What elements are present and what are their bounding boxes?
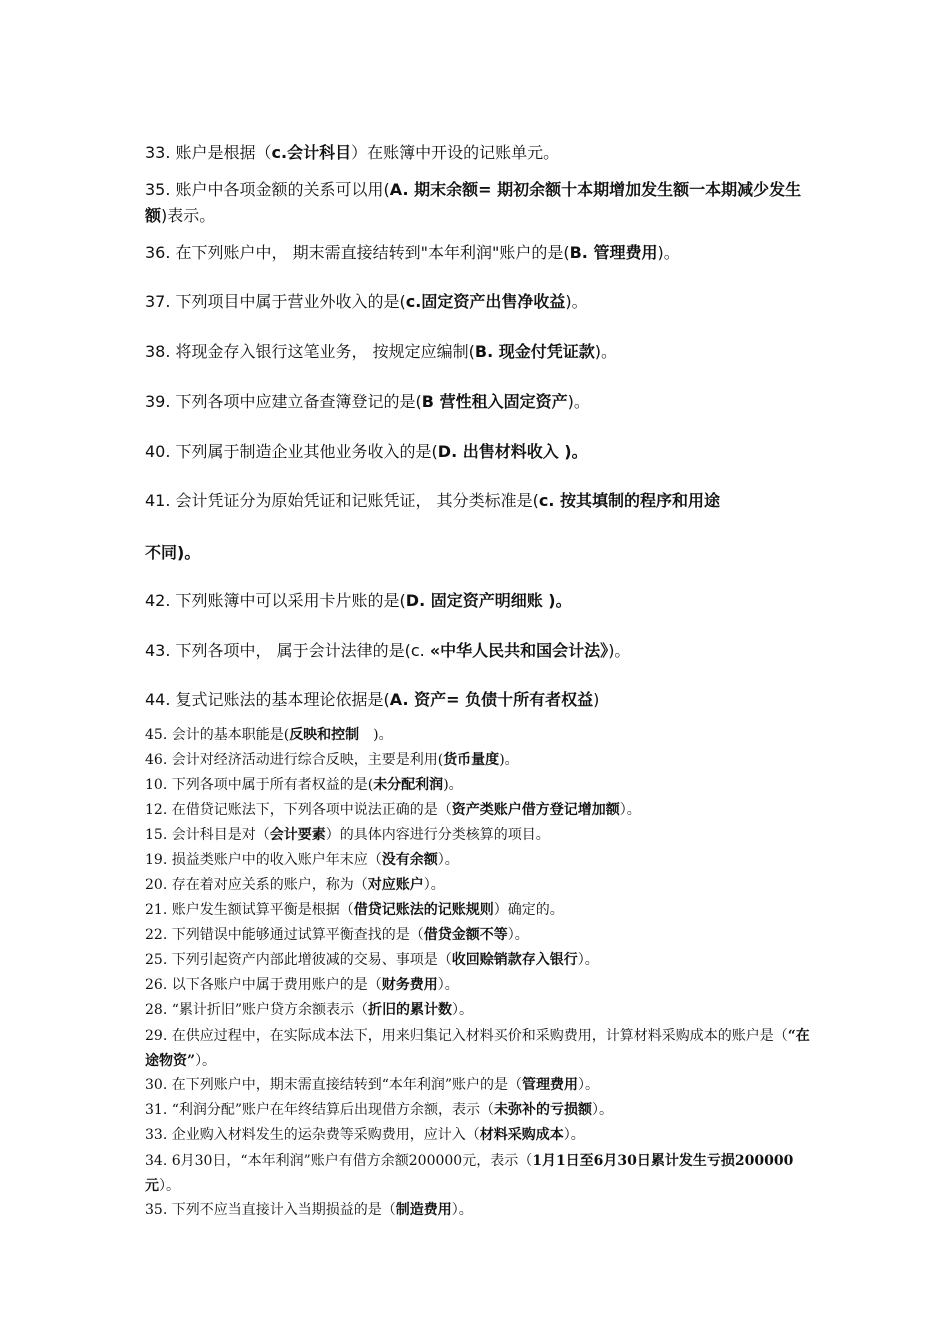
question-number: 35. — [145, 1202, 168, 1218]
answer-text: 资产类账户借方登记增加额 — [451, 802, 620, 818]
question-41-continued — [145, 540, 200, 563]
question-number: 20. — [145, 877, 168, 893]
question-text: “利润分配”账户在年终结算后出现借方余额，表示（ — [167, 1102, 495, 1118]
question-tail: ）。 — [437, 977, 459, 993]
question-tail: ）在账簿中开设的记账单元。 — [351, 143, 560, 162]
question-text: 会计的基本职能是( — [167, 727, 290, 743]
answer-text: 管理费用 — [522, 1077, 579, 1093]
question-tail: ）。 — [578, 1077, 600, 1093]
question-tail: )。 — [565, 292, 588, 311]
question-tail: ）。 — [619, 802, 641, 818]
question-number: 44. — [145, 690, 171, 709]
question-44 — [145, 687, 599, 710]
question-number: 46. — [145, 752, 168, 768]
question-number: 31. — [145, 1102, 168, 1118]
question-number: 39. — [145, 392, 171, 411]
question-tail: ）。 — [437, 852, 459, 868]
question-number: 19. — [145, 852, 168, 868]
question-text: 会计科目是对（ — [167, 827, 270, 843]
question-number: 43. — [145, 641, 171, 660]
question-number: 26. — [145, 977, 168, 993]
question-30 — [145, 1074, 599, 1094]
question-10 — [145, 774, 463, 794]
question-tail: )。 — [443, 777, 463, 793]
answer-text: B 营性租入固定资产 — [421, 392, 568, 411]
question-number: 41. — [145, 491, 171, 510]
question-text: 账户是根据（ — [170, 143, 272, 162]
question-tail: ）。 — [577, 952, 599, 968]
question-40 — [145, 439, 588, 462]
question-number: 28. — [145, 1002, 168, 1018]
question-number: 10. — [145, 777, 168, 793]
question-42 — [145, 588, 572, 611]
question-text: 下列属于制造企业其他业务收入的是( — [170, 442, 438, 461]
question-number: 33. — [145, 143, 171, 162]
answer-text: 未弥补的亏损额 — [494, 1102, 593, 1118]
question-35b — [145, 1199, 473, 1219]
answer-text: B. 现金付凭证款 — [474, 342, 595, 361]
question-text: 下列账簿中可以采用卡片账的是( — [170, 591, 406, 610]
answer-text: 会计要素 — [269, 827, 326, 843]
question-43 — [145, 638, 630, 661]
question-tail: ）确定的。 — [493, 902, 564, 918]
question-text: 将现金存入银行这笔业务， 按规定应编制( — [170, 342, 475, 361]
answer-text: 未分配利润 — [373, 777, 444, 793]
question-text: 损益类账户中的收入账户年末应（ — [167, 852, 382, 868]
question-tail: )。 — [359, 727, 393, 743]
question-number: 15. — [145, 827, 168, 843]
question-35 — [145, 177, 810, 229]
question-tail: ）。 — [159, 1178, 180, 1194]
question-tail: )。 — [594, 342, 617, 361]
question-25 — [145, 949, 599, 969]
answer-text: A. 期末余额= 期初余额十本期增加发生额一本期减少发生额 — [145, 180, 802, 225]
answer-text: 财务费用 — [381, 977, 438, 993]
answer-text: 反映和控制 — [289, 727, 360, 743]
answer-text: 没有余额 — [381, 852, 438, 868]
question-41 — [145, 488, 720, 511]
question-number: 36. — [145, 243, 171, 262]
question-28 — [145, 999, 473, 1019]
question-45 — [145, 724, 393, 744]
question-text: 下列各项中属于所有者权益的是( — [167, 777, 374, 793]
question-tail: ）。 — [507, 927, 529, 943]
answer-text: 借贷记账法的记账规则 — [353, 902, 494, 918]
question-39 — [145, 389, 590, 412]
question-text: 复式记账法的基本理论依据是( — [170, 690, 390, 709]
question-text: 存在着对应关系的账户，称为（ — [167, 877, 368, 893]
question-26 — [145, 974, 459, 994]
question-text: 在供应过程中，在实际成本法下，用来归集记入材料买价和采购费用，计算材料采购成本的账户是（ — [167, 1028, 788, 1044]
question-33 — [145, 140, 559, 163]
question-number: 33. — [145, 1127, 168, 1143]
question-34 — [145, 1149, 810, 1199]
answer-text: 材料采购成本 — [479, 1127, 564, 1143]
question-number: 34. — [145, 1153, 168, 1169]
answer-text: «中华人民共和国会计法》 — [429, 641, 609, 660]
question-tail: )。 — [499, 752, 519, 768]
question-text: 下列各项中应建立备查簿登记的是( — [170, 392, 422, 411]
question-number: 42. — [145, 591, 171, 610]
question-12 — [145, 799, 641, 819]
question-tail: )。 — [567, 392, 590, 411]
question-tail: )表示。 — [161, 206, 216, 225]
answer-text: “在途物资” — [145, 1028, 810, 1069]
question-tail: )。 — [608, 641, 631, 660]
answer-text: 货币量度 — [443, 752, 500, 768]
question-number: 40. — [145, 442, 171, 461]
answer-text: A. 资产= 负债十所有者权益 — [389, 690, 594, 709]
question-text: 下列错误中能够通过试算平衡查找的是（ — [167, 927, 424, 943]
question-text: 账户中各项金额的关系可以用( — [170, 180, 390, 199]
question-text: 以下各账户中属于费用账户的是（ — [167, 977, 382, 993]
answer-text: 收回赊销款存入银行 — [451, 952, 578, 968]
question-number: 21. — [145, 902, 168, 918]
question-number: 25. — [145, 952, 168, 968]
question-number: 35. — [145, 180, 171, 199]
answer-text: 借贷金额不等 — [423, 927, 508, 943]
question-text: 会计对经济活动进行综合反映，主要是利用( — [167, 752, 444, 768]
question-tail: ）。 — [563, 1127, 585, 1143]
question-number: 12. — [145, 802, 168, 818]
question-29 — [145, 1024, 810, 1074]
question-19 — [145, 849, 459, 869]
answer-text: 折旧的累计数 — [368, 1002, 453, 1018]
question-tail: ）。 — [451, 1202, 473, 1218]
question-number: 22. — [145, 927, 168, 943]
question-text: 下列引起资产内部此增彼减的交易、事项是（ — [167, 952, 452, 968]
question-22 — [145, 924, 529, 944]
question-37 — [145, 289, 588, 312]
question-text: 在借贷记账法下，下列各项中说法正确的是（ — [167, 802, 452, 818]
answer-text: c. 按其填制的程序和用途 — [538, 491, 721, 510]
question-15 — [145, 824, 550, 844]
question-36 — [145, 240, 680, 263]
question-number: 45. — [145, 727, 168, 743]
question-tail: )。 — [657, 243, 680, 262]
answer-text: B. 管理费用 — [569, 243, 658, 262]
question-text: 在下列账户中，期末需直接结转到“本年利润”账户的是（ — [167, 1077, 523, 1093]
question-tail: ）。 — [452, 1002, 474, 1018]
question-number: 30. — [145, 1077, 168, 1093]
question-46 — [145, 749, 519, 769]
question-text: “累计折旧”账户贷方余额表示（ — [167, 1002, 369, 1018]
question-text: 下列项目中属于营业外收入的是( — [170, 292, 406, 311]
question-text: 在下列账户中， 期末需直接结转到"本年利润"账户的是( — [170, 243, 570, 262]
question-tail: ) — [593, 690, 600, 709]
answer-text: 制造费用 — [395, 1202, 452, 1218]
answer-text: c.会计科目 — [271, 143, 352, 162]
question-38 — [145, 339, 617, 362]
question-text: 下列各项中， 属于会计法律的是(c. — [170, 641, 430, 660]
question-text: 账户发生额试算平衡是根据（ — [167, 902, 354, 918]
question-text: 企业购入材料发生的运杂费等采购费用，应计入（ — [167, 1127, 480, 1143]
answer-text: D. 固定资产明细账 )。 — [405, 591, 572, 610]
question-21 — [145, 899, 564, 919]
question-text: 下列不应当直接计入当期损益的是（ — [167, 1202, 396, 1218]
question-tail: ）。 — [195, 1053, 217, 1069]
answer-text: D. 出售材料收入 )。 — [437, 442, 588, 461]
question-tail: ）。 — [423, 877, 445, 893]
question-number: 29. — [145, 1028, 168, 1044]
question-31 — [145, 1099, 613, 1119]
question-number: 38. — [145, 342, 171, 361]
answer-text: 对应账户 — [367, 877, 424, 893]
answer-text: 1月1日至6月30日累计发生亏损200000元 — [145, 1153, 794, 1194]
question-tail: ）。 — [592, 1102, 614, 1118]
question-tail: ）的具体内容进行分类核算的项目。 — [325, 827, 550, 843]
answer-text: c.固定资产出售净收益 — [405, 292, 566, 311]
question-text: 6月30日，“本年利润”账户有借方余额200000元，表示（ — [167, 1153, 533, 1169]
question-33b — [145, 1124, 585, 1144]
question-text: 会计凭证分为原始凭证和记账凭证， 其分类标准是( — [170, 491, 539, 510]
question-20 — [145, 874, 445, 894]
question-number: 37. — [145, 292, 171, 311]
answer-text: 不同)。 — [145, 543, 201, 562]
